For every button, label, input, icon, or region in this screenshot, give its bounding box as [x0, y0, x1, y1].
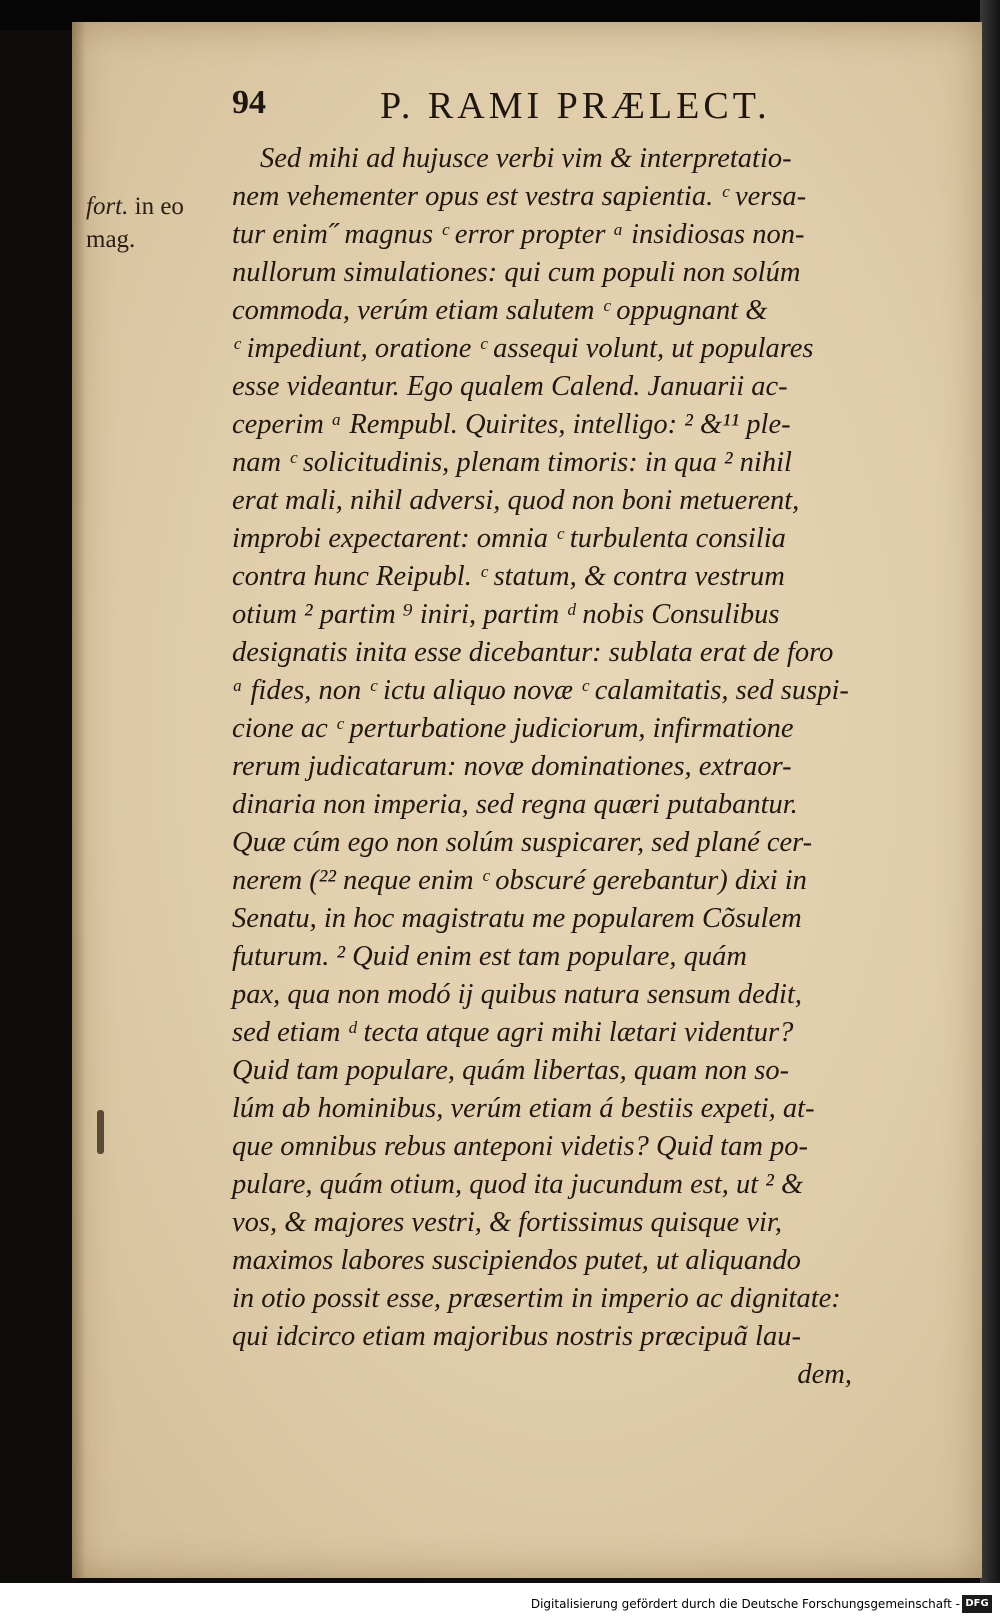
margin-note — [86, 190, 236, 256]
text-line: Sed mihi ad hujusce verbi vim & interpretatio- — [260, 143, 792, 174]
ink-stain — [97, 1110, 104, 1154]
page-number: 94 — [232, 84, 266, 121]
text-line: dinaria non imperia, sed regna quæri putabantur. — [232, 789, 798, 820]
text-line: nullorum simulationes: qui cum populi non solúm — [232, 257, 801, 288]
credit-bar — [0, 1583, 1000, 1623]
text-line: ᶜ impediunt, oratione ᶜ assequi volunt, ut populares — [232, 333, 814, 364]
text-line: nem vehementer opus est vestra sapientia. ᶜ versa- — [232, 181, 807, 212]
text-line: in otio possit esse, præsertim in imperio ac dignitate: — [232, 1283, 841, 1314]
text-line: nerem (²² neque enim ᶜ obscuré gerebantur) dixi in — [232, 865, 807, 896]
margin-note-text-2: mag. — [86, 226, 136, 253]
text-line: contra hunc Reipubl. ᶜ statum, & contra vestrum — [232, 561, 785, 592]
text-line: commoda, verúm etiam salutem ᶜ oppugnant & — [232, 295, 768, 326]
text-line: futurum. ² Quid enim est tam populare, quám — [232, 941, 747, 972]
text-line: erat mali, nihil adversi, quod non boni metuerent, — [232, 485, 800, 516]
text-line: esse videantur. Ego qualem Calend. Januarii ac- — [232, 371, 788, 402]
running-head: P. RAMI PRÆLECT. — [380, 85, 771, 127]
text-line: que omnibus rebus anteponi videtis? Quid tam po- — [232, 1131, 809, 1162]
text-line: designatis inita esse dicebantur: sublata erat de foro — [232, 637, 834, 668]
body-text — [232, 140, 852, 1394]
text-line: Quid tam populare, quám libertas, quam non so- — [232, 1055, 790, 1086]
text-line: ᵃ fides, non ᶜ ictu aliquo novæ ᶜ calamitatis, sed suspi- — [232, 675, 849, 706]
text-line: qui idcirco etiam majoribus nostris præcipuã lau- — [232, 1321, 801, 1352]
text-line: sed etiam ᵈ tecta atque agri mihi lætari videntur? — [232, 1017, 794, 1048]
book-edge — [980, 0, 1000, 1623]
text-line: pulare, quám otium, quod ita jucundum est, ut ² & — [232, 1169, 804, 1200]
text-line: nam ᶜ solicitudinis, plenam timoris: in qua ² nihil — [232, 447, 792, 478]
text-line: tur enim˝ magnus ᶜ error propter ᵃ insidiosas non- — [232, 219, 805, 250]
catchword: dem, — [797, 1359, 852, 1390]
text-line: rerum judicatarum: novæ dominationes, extraor- — [232, 751, 792, 782]
text-line: cione ac ᶜ perturbatione judiciorum, infirmatione — [232, 713, 794, 744]
text-line: vos, & majores vestri, & fortissimus quisque vir, — [232, 1207, 782, 1238]
dfg-logo: DFG — [962, 1595, 992, 1613]
text-line: Quæ cúm ego non solúm suspicarer, sed plané cer- — [232, 827, 813, 858]
text-line: maximos labores suscipiendos putet, ut aliquando — [232, 1245, 801, 1276]
text-line: otium ² partim ⁹ iniri, partim ᵈ nobis Consulibus — [232, 599, 780, 630]
text-line: improbi expectarent: omnia ᶜ turbulenta consilia — [232, 523, 786, 554]
page-header — [232, 84, 832, 144]
text-line: lúm ab hominibus, verúm etiam á bestiis expeti, at- — [232, 1093, 815, 1124]
digitization-credit: Digitalisierung gefördert durch die Deutsche Forschungsgemeinschaft - — [530, 1597, 960, 1611]
margin-note-text: in eo — [128, 193, 184, 220]
margin-note-italic: fort. — [86, 193, 129, 220]
text-line: ceperim ᵃ Rempubl. Quirites, intelligo: ² &¹¹ ple- — [232, 409, 791, 440]
text-line: pax, qua non modó ij quibus natura sensum dedit, — [232, 979, 802, 1010]
text-line: Senatu, in hoc magistratu me popularem Cõsulem — [232, 903, 802, 934]
